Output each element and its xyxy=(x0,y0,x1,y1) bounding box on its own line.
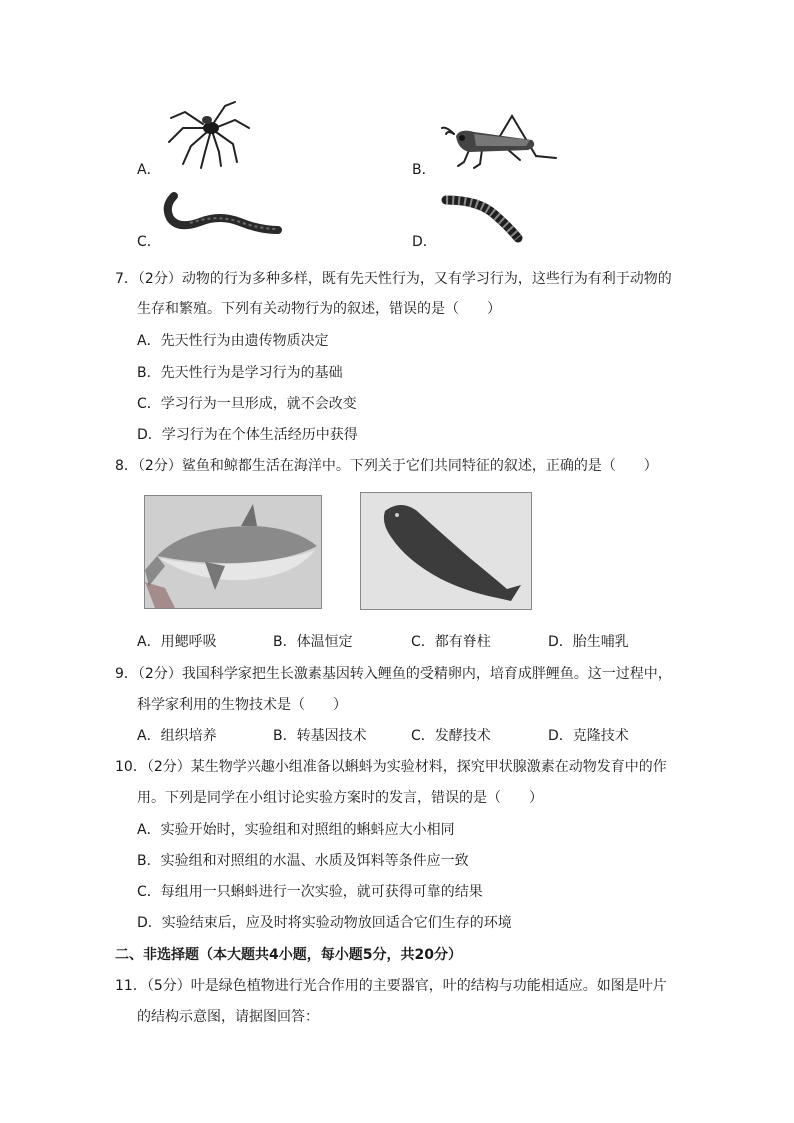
q8-option-d: D．胎生哺乳 xyxy=(548,634,629,650)
q6-option-c-label: C． xyxy=(137,234,161,250)
q9-stem-line2: 科学家利用的生物技术是（ ） xyxy=(137,697,347,713)
q10-stem-line2: 用。下列是同学在小组讨论实验方案时的发言，错误的是（ ） xyxy=(137,790,543,806)
earthworm-image xyxy=(160,192,284,242)
q8-stem: 8．（2分）鲨鱼和鲸都生活在海洋中。下列关于它们共同特征的叙述，正确的是（ ） xyxy=(115,458,658,474)
q11-stem-line1: 11．（5分）叶是绿色植物进行光合作用的主要器官，叶的结构与功能相适应。如图是叶片 xyxy=(115,978,667,994)
centipede-image xyxy=(438,192,528,244)
spider-image xyxy=(163,98,255,170)
q8-option-b: B．体温恒定 xyxy=(273,634,353,650)
q9-option-c: C．发酵技术 xyxy=(411,728,491,744)
q10-option-a: A．实验开始时，实验组和对照组的蝌蚪应大小相同 xyxy=(137,822,455,838)
q7-option-c: C．学习行为一旦形成，就不会改变 xyxy=(137,396,357,412)
grasshopper-image xyxy=(440,112,560,170)
q7-option-b: B．先天性行为是学习行为的基础 xyxy=(137,365,343,381)
section-heading: 二、非选择题（本大题共4小题，每小题5分，共20分） xyxy=(115,947,462,963)
q7-stem-line1: 7．（2分）动物的行为多种多样，既有先天性行为，又有学习行为，这些行为有利于动物的 xyxy=(115,271,672,287)
q9-option-b: B．转基因技术 xyxy=(273,728,367,744)
q11-stem-line2: 的结构示意图，请据图回答： xyxy=(137,1009,319,1025)
q10-stem-line1: 10．（2分）某生物学兴趣小组准备以蝌蚪为实验材料，探究甲状腺激素在动物发育中的作 xyxy=(115,759,667,775)
q10-option-d: D．实验结束后，应及时将实验动物放回适合它们生存的环境 xyxy=(137,915,512,931)
q9-option-a: A．组织培养 xyxy=(137,728,217,744)
q10-option-b: B．实验组和对照组的水温、水质及饵料等条件应一致 xyxy=(137,853,469,869)
q6-option-b-label: B． xyxy=(412,162,436,178)
q8-option-a: A．用鳃呼吸 xyxy=(137,634,217,650)
q9-stem-line1: 9．（2分）我国科学家把生长激素基因转入鲤鱼的受精卵内，培育成胖鲤鱼。这一过程中， xyxy=(115,666,672,682)
whale-image xyxy=(360,492,532,610)
q8-option-c: C．都有脊柱 xyxy=(411,634,491,650)
shark-image xyxy=(144,495,322,609)
q7-stem-line2: 生存和繁殖。下列有关动物行为的叙述，错误的是（ ） xyxy=(137,301,501,317)
q10-option-c: C．每组用一只蝌蚪进行一次实验，就可获得可靠的结果 xyxy=(137,884,483,900)
q7-option-d: D．学习行为在个体生活经历中获得 xyxy=(137,427,358,443)
q6-option-d-label: D． xyxy=(412,234,437,250)
q6-option-a-label: A． xyxy=(137,162,161,178)
q9-option-d: D．克隆技术 xyxy=(548,728,629,744)
q7-option-a: A．先天性行为由遗传物质决定 xyxy=(137,333,329,349)
